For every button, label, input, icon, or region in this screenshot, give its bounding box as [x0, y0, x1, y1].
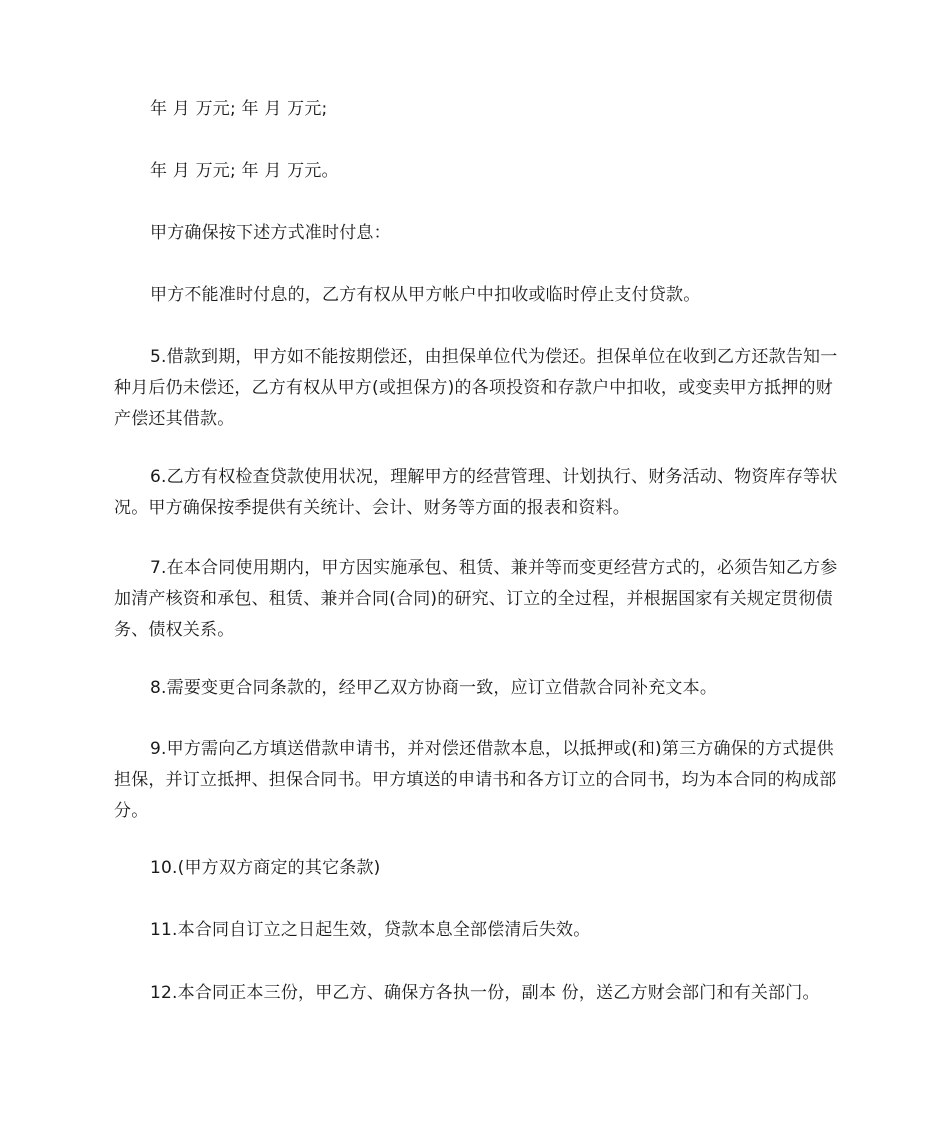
- paragraph-clause-8: 8.需要变更合同条款的，经甲乙双方协商一致，应订立借款合同补充文本。: [150, 678, 718, 698]
- paragraph-clause-10: 10.(甲方双方商定的其它条款): [150, 858, 381, 878]
- paragraph-schedule-1: 年 月 万元; 年 月 万元;: [150, 99, 328, 119]
- paragraph-interest-default: 甲方不能准时付息的，乙方有权从甲方帐户中扣收或临时停止支付贷款。: [150, 285, 701, 305]
- paragraph-clause-12: 12.本合同正本三份，甲乙方、确保方各执一份，副本 份，送乙方财会部门和有关部门。: [150, 983, 820, 1003]
- paragraph-clause-6: 6.乙方有权检查贷款使用状况，理解甲方的经营管理、计划执行、财务活动、物资库存等状况。甲方确保按季提供有关统计、会计、财务等方面的报表和资料。: [114, 467, 838, 518]
- paragraph-clause-11: 11.本合同自订立之日起生效，贷款本息全部偿清后失效。: [150, 920, 591, 940]
- paragraph-clause-7: 7.在本合同使用期内，甲方因实施承包、租赁、兼并等而变更经营方式的，必须告知乙方参加清产核资和承包、租赁、兼并合同(合同)的研究、订立的全过程，并根据国家有关规定贯彻债务、债权关系。: [114, 558, 838, 640]
- paragraph-clause-9: 9.甲方需向乙方填送借款申请书，并对偿还借款本息，以抵押或(和)第三方确保的方式提供担保，并订立抵押、担保合同书。甲方填送的申请书和各方订立的合同书，均为本合同的构成部分。: [114, 739, 837, 821]
- paragraph-schedule-2: 年 月 万元; 年 月 万元。: [150, 161, 339, 181]
- paragraph-interest-method: 甲方确保按下述方式准时付息：: [150, 223, 391, 243]
- paragraph-clause-5: 5.借款到期，甲方如不能按期偿还，由担保单位代为偿还。担保单位在收到乙方还款告知一种月后仍未偿还，乙方有权从甲方(或担保方)的各项投资和存款户中扣收，或变卖甲方抵押的财产偿还其借款。: [114, 347, 838, 429]
